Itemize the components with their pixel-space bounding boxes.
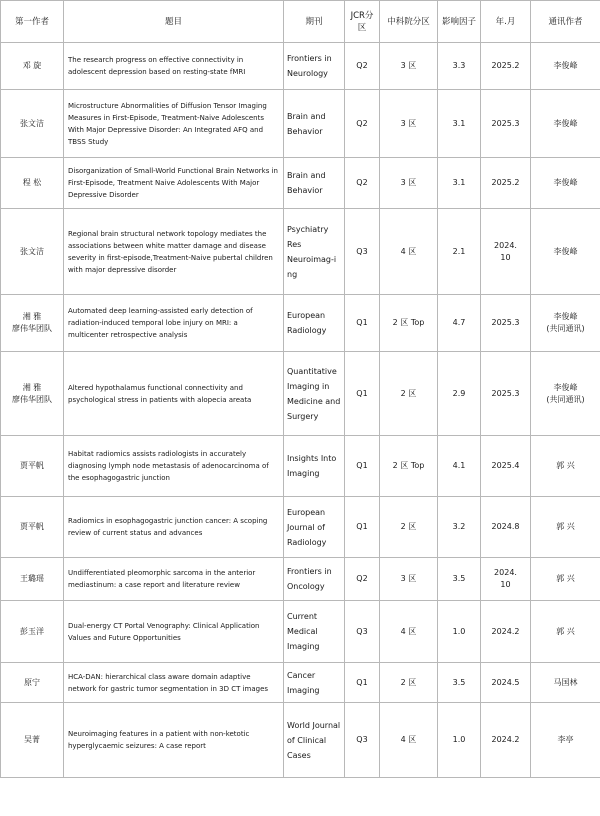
table-row	[1, 663, 600, 703]
first-author-cell	[1, 497, 64, 558]
journal-cell: Brain and Behavior	[284, 158, 345, 209]
table-row	[1, 209, 600, 295]
header-journal: 期刊	[284, 1, 345, 43]
impact-factor-cell: 2.9	[438, 352, 481, 436]
year-month-cell-line: 2024.2	[491, 735, 520, 744]
year-month-cell-line: 2025.3	[491, 318, 520, 327]
table-row	[1, 295, 600, 352]
paper-title-cell: Disorganization of Small-World Functional Brain Networks in First-Episode, Treatment Naive Adolescents With Major Depressive Disorder	[64, 158, 284, 209]
year-month-cell	[481, 295, 531, 352]
first-author-cell	[1, 158, 64, 209]
table-row	[1, 43, 600, 90]
first-author-cell-line: 张文洁	[20, 246, 44, 256]
year-month-cell-line: 2025.2	[491, 61, 520, 70]
journal-cell: World Journal of Clinical Cases	[284, 703, 345, 778]
corresponding-author-cell-line: 李俊峰	[553, 178, 578, 187]
corresponding-author-cell	[531, 295, 600, 352]
corresponding-author-cell-line: 李俊峰	[553, 118, 578, 128]
corresponding-author-cell-line: 李亭	[557, 735, 574, 744]
impact-factor-cell: 4.7	[438, 295, 481, 352]
year-month-cell-line: 10	[500, 252, 511, 262]
jcr-cell: Q1	[345, 436, 380, 497]
corresponding-author-cell	[531, 158, 600, 209]
journal-cell: European Radiology	[284, 295, 345, 352]
table-row	[1, 158, 600, 209]
corresponding-author-cell	[531, 497, 600, 558]
jcr-cell: Q2	[345, 43, 380, 90]
table-row	[1, 90, 600, 158]
impact-factor-cell: 1.0	[438, 703, 481, 778]
impact-factor-cell: 1.0	[438, 601, 481, 663]
corresponding-author-cell-line: (共同通讯)	[546, 324, 585, 333]
impact-factor-cell: 3.1	[438, 158, 481, 209]
first-author-cell-line: 原宁	[24, 677, 40, 687]
first-author-cell	[1, 558, 64, 601]
first-author-cell	[1, 601, 64, 663]
first-author-cell	[1, 352, 64, 436]
first-author-cell-line: 湘 雅	[22, 312, 42, 321]
journal-cell: Psychiatry Res Neuroimag-i ng	[284, 209, 345, 295]
header-title: 题目	[64, 1, 284, 43]
year-month-cell	[481, 601, 531, 663]
jcr-cell: Q1	[345, 663, 380, 703]
year-month-cell-line: 2025.3	[491, 118, 520, 128]
first-author-cell-line: 廖伟华团队	[12, 394, 52, 404]
first-author-cell	[1, 209, 64, 295]
year-month-cell-line: 2025.4	[491, 461, 520, 470]
first-author-cell-line: 彭玉洋	[20, 626, 44, 636]
first-author-cell-line: 贾平帆	[20, 522, 44, 531]
first-author-cell	[1, 43, 64, 90]
journal-cell: Cancer Imaging	[284, 663, 345, 703]
header-cas-zone: 中科院分区	[380, 1, 438, 43]
year-month-cell	[481, 497, 531, 558]
jcr-cell: Q1	[345, 497, 380, 558]
header-first-author: 第一作者	[1, 1, 64, 43]
first-author-cell	[1, 663, 64, 703]
year-month-cell-line: 2024.5	[491, 677, 520, 687]
first-author-cell-line: 廖伟华团队	[12, 324, 52, 333]
jcr-cell: Q1	[345, 295, 380, 352]
first-author-cell-line: 程 松	[22, 178, 42, 187]
year-month-cell-line: 2025.3	[491, 388, 520, 398]
cas-zone-cell: 4 区	[380, 209, 438, 295]
corresponding-author-cell-line: 郭 兴	[556, 522, 575, 531]
corresponding-author-cell-line: 郭 兴	[556, 626, 575, 636]
cas-zone-cell: 2 区 Top	[380, 295, 438, 352]
paper-title-cell: Neuroimaging features in a patient with non-ketotic hyperglycaemic seizures: A case report	[64, 703, 284, 778]
jcr-cell: Q2	[345, 558, 380, 601]
cas-zone-cell: 3 区	[380, 90, 438, 158]
corresponding-author-cell	[531, 663, 600, 703]
jcr-cell: Q3	[345, 209, 380, 295]
corresponding-author-cell	[531, 601, 600, 663]
jcr-cell: Q2	[345, 158, 380, 209]
header-jcr: JCR分区	[345, 1, 380, 43]
header-year-month: 年.月	[481, 1, 531, 43]
jcr-cell: Q3	[345, 601, 380, 663]
first-author-cell-line: 张文洁	[20, 118, 44, 128]
year-month-cell-line: 2024.	[494, 568, 517, 577]
jcr-cell: Q3	[345, 703, 380, 778]
first-author-cell	[1, 295, 64, 352]
paper-title-cell: Habitat radiomics assists radiologists in accurately diagnosing lymph node metastasis of adenocarcinoma of the esophagogastric junction	[64, 436, 284, 497]
year-month-cell	[481, 558, 531, 601]
table-row	[1, 497, 600, 558]
corresponding-author-cell	[531, 703, 600, 778]
table-row	[1, 436, 600, 497]
first-author-cell-line: 贾平帆	[20, 461, 44, 470]
cas-zone-cell: 2 区	[380, 352, 438, 436]
first-author-cell-line: 王璐瑶	[20, 574, 44, 583]
corresponding-author-cell	[531, 352, 600, 436]
corresponding-author-cell	[531, 90, 600, 158]
year-month-cell	[481, 90, 531, 158]
paper-title-cell: Undifferentiated pleomorphic sarcoma in the anterior mediastinum: a case report and literature review	[64, 558, 284, 601]
journal-cell: Current Medical Imaging	[284, 601, 345, 663]
year-month-cell	[481, 158, 531, 209]
corresponding-author-cell-line: 马国林	[553, 677, 578, 687]
first-author-cell	[1, 703, 64, 778]
journal-cell: Brain and Behavior	[284, 90, 345, 158]
first-author-cell-line: 湘 雅	[22, 382, 42, 392]
year-month-cell	[481, 703, 531, 778]
year-month-cell	[481, 352, 531, 436]
jcr-cell: Q1	[345, 352, 380, 436]
year-month-cell-line: 2024.	[494, 240, 517, 250]
corresponding-author-cell-line: (共同通讯)	[546, 394, 585, 404]
year-month-cell	[481, 209, 531, 295]
corresponding-author-cell	[531, 209, 600, 295]
corresponding-author-cell-line: 郭 兴	[556, 461, 575, 470]
paper-title-cell: Altered hypothalamus functional connectivity and psychological stress in patients with alopecia areata	[64, 352, 284, 436]
table-row	[1, 703, 600, 778]
corresponding-author-cell-line: 李俊峰	[553, 382, 578, 392]
first-author-cell-line: 吴菁	[24, 735, 40, 744]
first-author-cell-line: 邓 旋	[22, 61, 42, 70]
cas-zone-cell: 4 区	[380, 601, 438, 663]
cas-zone-cell: 3 区	[380, 558, 438, 601]
corresponding-author-cell	[531, 558, 600, 601]
cas-zone-cell: 2 区	[380, 497, 438, 558]
corresponding-author-cell-line: 郭 兴	[556, 574, 575, 583]
impact-factor-cell: 3.5	[438, 663, 481, 703]
table-row	[1, 601, 600, 663]
paper-title-cell: Dual-energy CT Portal Venography: Clinical Application Values and Future Opportunities	[64, 601, 284, 663]
year-month-cell	[481, 436, 531, 497]
year-month-cell-line: 2024.8	[491, 522, 520, 531]
paper-title-cell: The research progress on effective connectivity in adolescent depression based on resting-state fMRI	[64, 43, 284, 90]
impact-factor-cell: 3.1	[438, 90, 481, 158]
corresponding-author-cell-line: 李俊峰	[553, 61, 578, 70]
corresponding-author-cell	[531, 43, 600, 90]
cas-zone-cell: 2 区	[380, 663, 438, 703]
cas-zone-cell: 2 区 Top	[380, 436, 438, 497]
year-month-cell-line: 2025.2	[491, 178, 520, 187]
paper-title-cell: Microstructure Abnormalities of Diffusion Tensor Imaging Measures in First-Episode, Treatment-Naive Adolescents With Major Depressive Disorder: An Integrated AFQ and TBSS Study	[64, 90, 284, 158]
year-month-cell	[481, 43, 531, 90]
first-author-cell	[1, 90, 64, 158]
header-row	[1, 1, 600, 43]
paper-title-cell: HCA-DAN: hierarchical class aware domain adaptive network for gastric tumor segmentation in 3D CT images	[64, 663, 284, 703]
header-impact-factor: 影响因子	[438, 1, 481, 43]
paper-title-cell: Regional brain structural network topology mediates the associations between white matter damage and disease severity in first-episode,Treatment-Naive pubertal children with major depressive disorder	[64, 209, 284, 295]
table-row	[1, 558, 600, 601]
impact-factor-cell: 3.2	[438, 497, 481, 558]
journal-cell: Insights Into Imaging	[284, 436, 345, 497]
cas-zone-cell: 3 区	[380, 158, 438, 209]
impact-factor-cell: 3.5	[438, 558, 481, 601]
journal-cell: Quantitative Imaging in Medicine and Surgery	[284, 352, 345, 436]
paper-title-cell: Automated deep learning-assisted early detection of radiation-induced temporal lobe injury on MRI: a multicenter retrospective analysis	[64, 295, 284, 352]
impact-factor-cell: 2.1	[438, 209, 481, 295]
corresponding-author-cell-line: 李俊峰	[553, 246, 578, 256]
journal-cell: European Journal of Radiology	[284, 497, 345, 558]
corresponding-author-cell	[531, 436, 600, 497]
cas-zone-cell: 4 区	[380, 703, 438, 778]
year-month-cell	[481, 663, 531, 703]
corresponding-author-cell-line: 李俊峰	[553, 312, 578, 321]
year-month-cell-line: 10	[500, 580, 511, 589]
paper-title-cell: Radiomics in esophagogastric junction cancer: A scoping review of current status and advances	[64, 497, 284, 558]
journal-cell: Frontiers in Neurology	[284, 43, 345, 90]
header-corresponding-author: 通讯作者	[531, 1, 600, 43]
impact-factor-cell: 4.1	[438, 436, 481, 497]
jcr-cell: Q2	[345, 90, 380, 158]
impact-factor-cell: 3.3	[438, 43, 481, 90]
year-month-cell-line: 2024.2	[491, 626, 520, 636]
first-author-cell	[1, 436, 64, 497]
cas-zone-cell: 3 区	[380, 43, 438, 90]
table-row	[1, 352, 600, 436]
journal-cell: Frontiers in Oncology	[284, 558, 345, 601]
